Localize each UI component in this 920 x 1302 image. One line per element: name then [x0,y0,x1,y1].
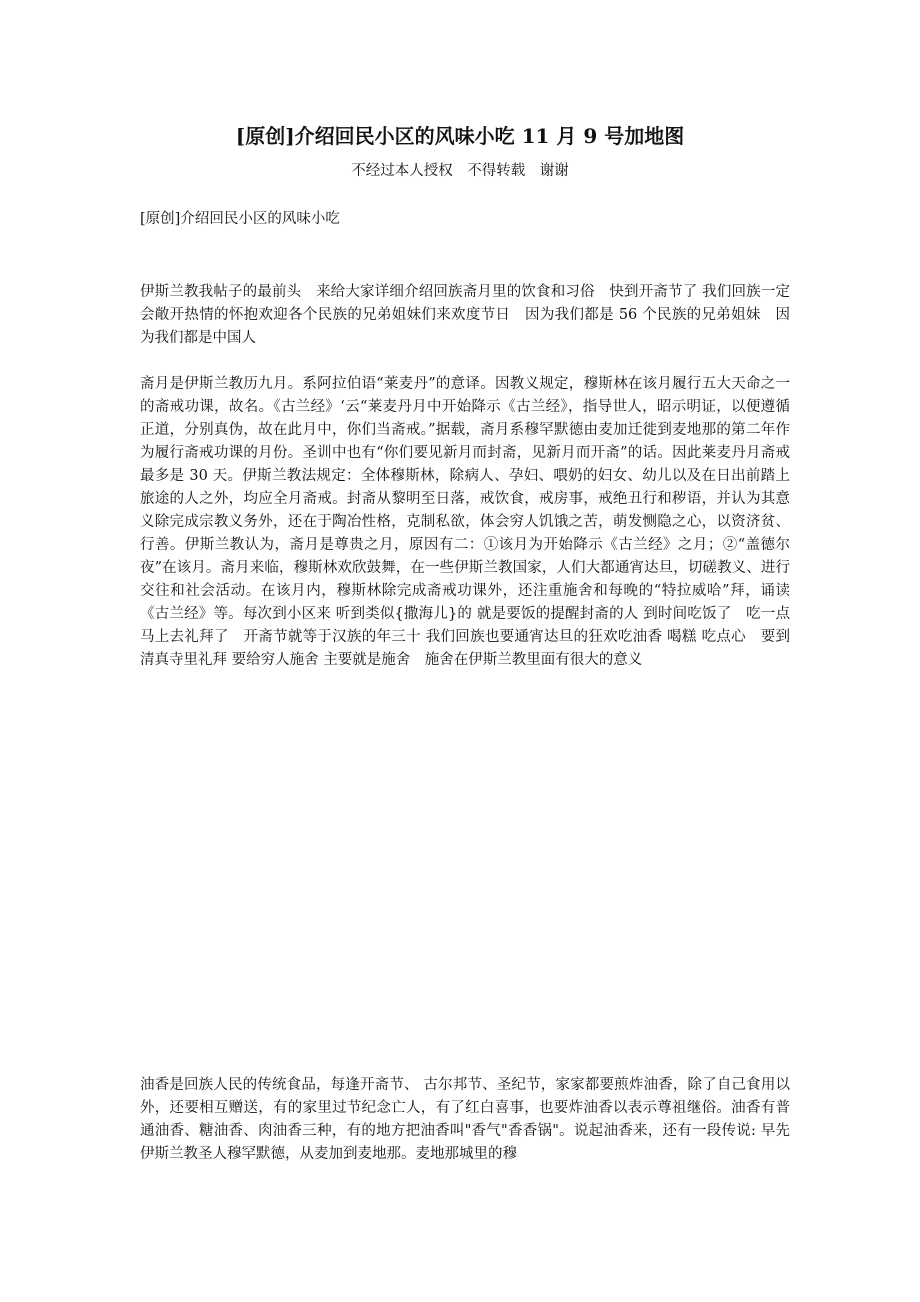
paragraph-ramadan: 斋月是伊斯兰教历九月。系阿拉伯语“莱麦丹”的意译。因教义规定，穆斯林在该月履行五大天命之一的斋戒功课，故名。《古兰经》‘云“莱麦丹月中开始降示《古兰经》，指导世人，昭示明证，以便遵循正道，分别真伪，故在此月中，你们当斋戒。”据载，斋月系穆罕默德由麦加迁徙到麦地那的第二年作为履行斋戒功课的月份。圣训中也有“你们要见新月而封斋，见新月而开斋”的话。因此莱麦丹月斋戒最多是 30 天。伊斯兰教法规定：全体穆斯林，除病人、孕妇、喂奶的妇女、幼儿以及在日出前踏上旅途的人之外，均应全月斋戒。封斋从黎明至日落，戒饮食，戒房事，戒绝丑行和秽语，并认为其意义除完成宗教义务外，还在于陶冶性格，克制私欲，体会穷人饥饿之苦，萌发恻隐之心，以资济贫、行善。伊斯兰教认为，斋月是尊贵之月，原因有二：①该月为开始降示《古兰经》之月；②“盖德尔夜”在该月。斋月来临，穆斯林欢欣鼓舞，在一些伊斯兰教国家，人们大都通宵达旦，切磋教义、进行交往和社会活动。在该月内，穆斯林除完成斋戒功课外，还注重施舍和每晚的“特拉威哈”拜，诵读《古兰经》等。每次到小区来 听到类似{撒海儿}的 就是要饭的提醒封斋的人 到时间吃饭了 吃一点 马上去礼拜了 开斋节就等于汉族的年三十 我们回族也要通宵达旦的狂欢吃油香 喝糕 吃点心 要到清真寺里礼拜 要给穷人施舍 主要就是施舍 施舍在伊斯兰教里面有很大的意义 [140,376,795,668]
copyright-notice: 不经过本人授权 不得转载 谢谢 [351,163,569,179]
paragraph-intro: 伊斯兰教我帖子的最前头 来给大家详细介绍回族斋月里的饮食和习俗 快到开斋节了 我们回族一定会敞开热情的怀抱欢迎各个民族的兄弟姐妹们来欢度节日 因为我们都是 56 个民族的兄弟姐妹 因为我们都是中国人 [140,284,790,346]
paragraph-youxiang: 油香是回族人民的传统食品，每逢开斋节、 古尔邦节、圣纪节，家家都要煎炸油香，除了自己食用以外，还要相互赠送，有的家里过节纪念亡人，有了红白喜事，也要炸油香以表示尊祖继俗。油香有普通油香、糖油香、肉油香三种，有的地方把油香叫"香气"香香锅"。说起油香来，还有一段传说: 早先伊斯兰教圣人穆罕默德，从麦加到麦地那。麦地那城里的穆 [140,1077,790,1162]
document-title: [原创]介绍回民小区的风味小吃 11 月 9 号加地图 [235,124,685,148]
lead-line: [原创]介绍回民小区的风味小吃 [140,211,340,227]
